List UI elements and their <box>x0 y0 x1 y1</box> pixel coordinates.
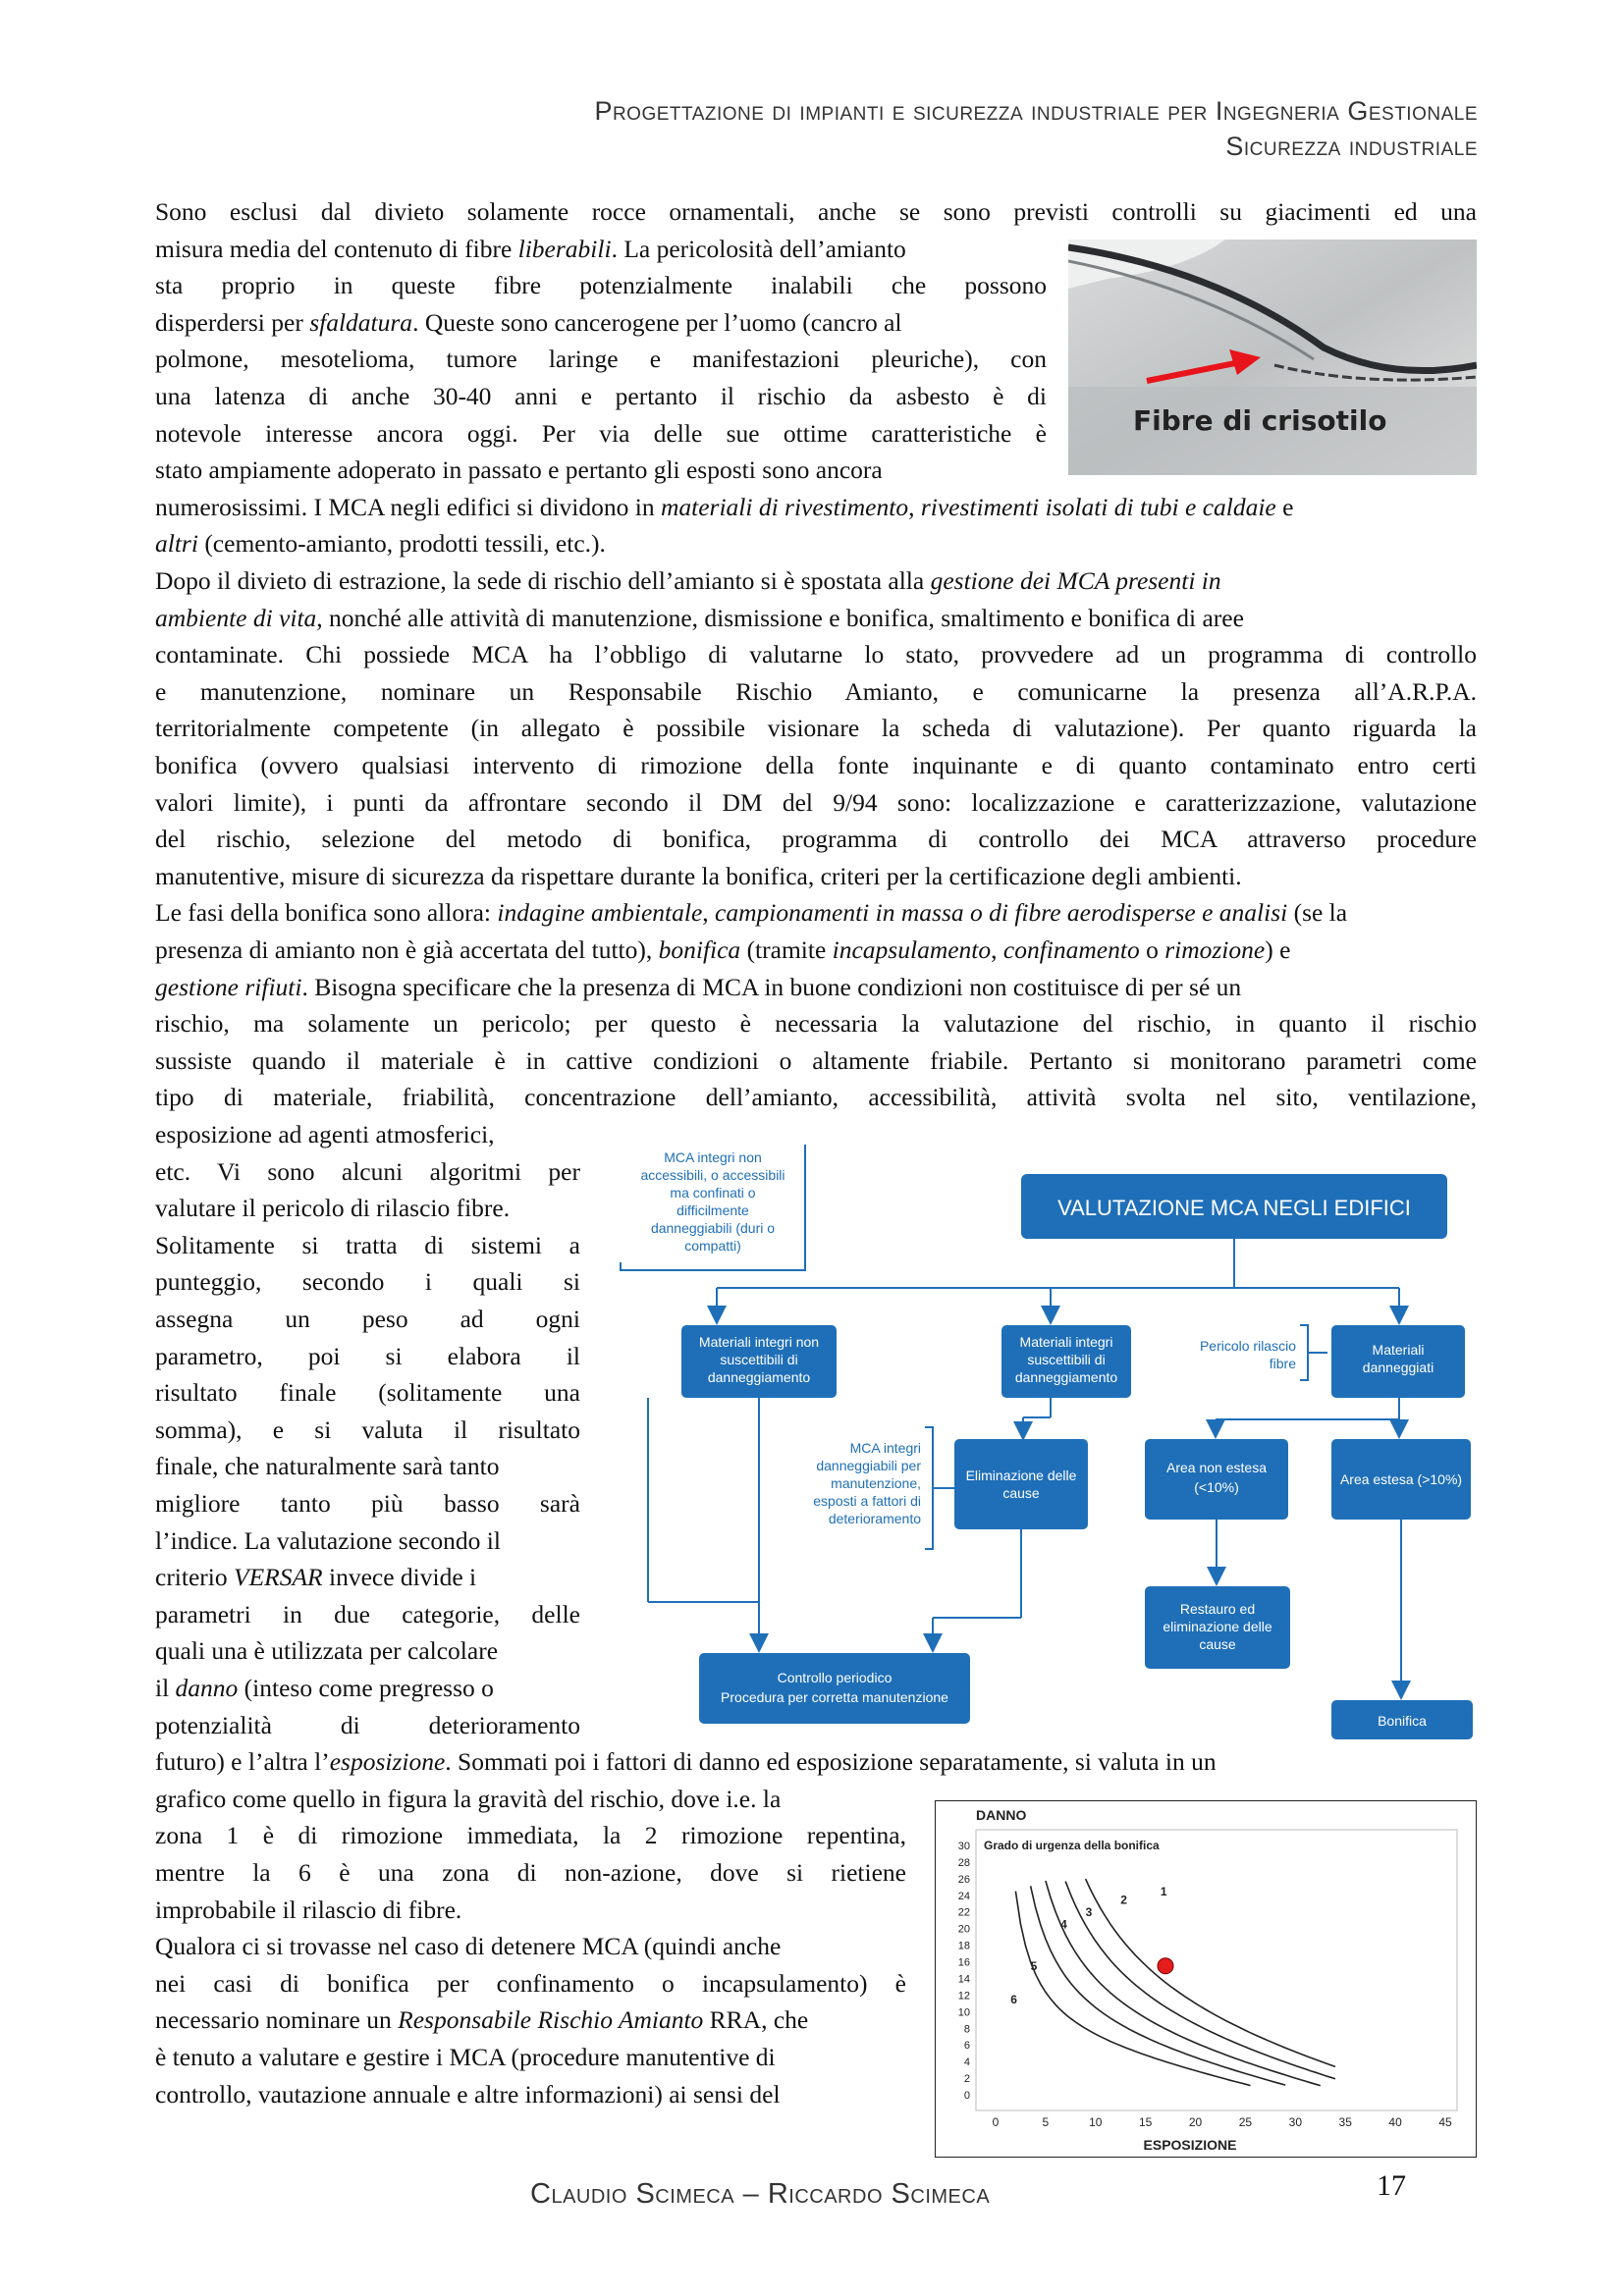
text-line: potenzialità di deterioramento <box>155 1710 580 1739</box>
text-line: ambiente di vita, nonché alle attività di manutenzione, dismissione e bonifica, smaltimento e bonifica di aree <box>155 603 1244 632</box>
text-line: Le fasi della bonifica sono allora: indagine ambientale, campionamenti in massa o di fibre aerodisperse e analisi (se la <box>155 898 1348 928</box>
text-line: controllo, vautazione annuale e altre informazioni) ai sensi del <box>155 2079 781 2109</box>
text-line: l’indice. La valutazione secondo il <box>155 1525 501 1555</box>
svg-text:danneggiamento: danneggiamento <box>1014 1369 1118 1385</box>
text-line: Dopo il divieto di estrazione, la sede di rischio dell’amianto si è spostata alla gestione dei MCA presenti in <box>155 566 1221 595</box>
svg-text:esposti a fattori di: esposti a fattori di <box>813 1493 921 1509</box>
text-line: mentre la 6 è una zona di non-azione, dove si rietiene <box>155 1858 906 1887</box>
text-line: altri (cemento-amianto, prodotti tessili, etc.). <box>155 529 606 559</box>
chart-title: Grado di urgenza della bonifica <box>984 1839 1160 1852</box>
svg-text:danneggiabili per: danneggiabili per <box>816 1458 921 1473</box>
svg-text:Eliminazione delle: Eliminazione delle <box>965 1468 1077 1483</box>
text-line: numerosissimi. I MCA negli edifici si dividono in materiali di rivestimento, rivestimenti isolati di tubi e caldaie e <box>155 492 1294 521</box>
svg-text:Bonifica: Bonifica <box>1378 1713 1427 1729</box>
photo-caption: Fibre di crisotilo <box>1133 404 1387 437</box>
text-line: risultato finale (solitamente una <box>155 1378 580 1408</box>
text-line: Sono esclusi dal divieto solamente rocce ornamentali, anche se sono previsti controlli su giacimenti ed una <box>155 197 1477 226</box>
y-tick-label: 12 <box>957 1990 970 2002</box>
header-title: Progettazione di impianti e sicurezza industriale per Ingegneria Gestionale <box>594 96 1478 126</box>
text-line: gestione rifiuti. Bisogna specificare che la presenza di MCA in buone condizioni non costituisce di per sé un <box>155 972 1242 1001</box>
y-tick-label: 2 <box>963 2073 970 2086</box>
svg-text:Pericolo rilascio: Pericolo rilascio <box>1199 1338 1296 1354</box>
text-line: esposizione ad agenti atmosferici, <box>155 1120 495 1148</box>
header-subtitle: Sicurezza industriale <box>1225 132 1478 161</box>
svg-text:eliminazione delle: eliminazione delle <box>1163 1619 1272 1634</box>
text-line: necessario nominare un Responsabile Rischio Amianto RRA, che <box>155 2005 809 2035</box>
text-line: quali una è utilizzata per calcolare <box>155 1636 499 1666</box>
text-line: rischio, ma solamente un pericolo; per questo è necessaria la valutazione del rischio, in quanto il rischio <box>155 1009 1477 1039</box>
text-line: somma), e si valuta il risultato <box>155 1415 580 1444</box>
svg-text:Materiali integri: Materiali integri <box>1019 1334 1113 1350</box>
svg-text:Materiali: Materiali <box>1372 1342 1425 1358</box>
y-tick-label: 16 <box>957 1956 970 1969</box>
text-line: improbabile il rilascio di fibre. <box>155 1895 462 1924</box>
svg-text:danneggiabili (duri o: danneggiabili (duri o <box>650 1220 776 1236</box>
zone-label: 1 <box>1160 1884 1167 1898</box>
y-tick-label: 14 <box>957 1973 970 1986</box>
svg-text:Area estesa (>10%): Area estesa (>10%) <box>1339 1471 1463 1487</box>
text-line: parametro, poi si elabora il <box>155 1341 580 1370</box>
y-tick-label: 8 <box>963 2023 970 2036</box>
svg-text:cause: cause <box>1199 1636 1236 1652</box>
page-number: 17 <box>1377 2169 1406 2202</box>
y-tick-label: 0 <box>963 2090 970 2102</box>
x-tick-label: 25 <box>1238 2115 1253 2129</box>
y-tick-label: 20 <box>957 1923 970 1936</box>
text-line: misura media del contenuto di fibre liberabili. La pericolosità dell’amianto <box>155 234 906 263</box>
text-line: Solitamente si tratta di sistemi a <box>155 1230 580 1259</box>
text-line: e manutenzione, nominare un Responsabile Rischio Amianto, e comunicarne la presenza all’A.R.P.A. <box>155 676 1477 706</box>
crisotilo-photo <box>1068 240 1477 475</box>
text-line: valori limite), i punti da affrontare secondo il DM del 9/94 sono: localizzazione e caratterizzazione, valutazione <box>155 787 1477 817</box>
text-line: criterio VERSAR invece divide i <box>155 1563 477 1592</box>
text-line: sta proprio in queste fibre potenzialmente inalabili che possono <box>155 271 1047 300</box>
text-line: del rischio, selezione del metodo di bonifica, programma di controllo dei MCA attraverso procedure <box>155 825 1477 854</box>
y-tick-label: 6 <box>963 2040 970 2053</box>
svg-text:difficilmente: difficilmente <box>676 1202 749 1218</box>
svg-text:suscettibili di: suscettibili di <box>720 1352 798 1367</box>
text-line: disperdersi per sfaldatura. Queste sono cancerogene per l’uomo (cancro al <box>155 307 902 337</box>
flowchart-valutazione-mca <box>609 1141 1485 1743</box>
x-tick-label: 5 <box>1042 2115 1050 2129</box>
zone-label: 5 <box>1030 1959 1038 1973</box>
svg-text:fibre: fibre <box>1269 1356 1296 1371</box>
text-line: contaminate. Chi possiede MCA ha l’obbligo di valutarne lo stato, provvedere ad un programma di controllo <box>155 640 1477 669</box>
svg-text:compatti): compatti) <box>684 1238 741 1254</box>
text-line: etc. Vi sono alcuni algoritmi per <box>155 1156 580 1186</box>
svg-text:suscettibili di: suscettibili di <box>1027 1352 1106 1367</box>
grafico-urgenza-bonifica <box>935 1800 1477 2158</box>
text-line: polmone, mesotelioma, tumore laringe e manifestazioni pleuriche), con <box>155 345 1047 374</box>
text-line: è tenuto a valutare e gestire i MCA (procedure manutentive di <box>155 2043 776 2071</box>
text-line: manutentive, misure di sicurezza da rispettare durante la bonifica, criteri per la certificazione degli ambienti. <box>155 861 1242 890</box>
text-line: bonifica (ovvero qualsiasi intervento di rimozione della fonte inquinante e di quanto contaminato entro certi <box>155 751 1477 779</box>
text-line: migliore tanto più basso sarà <box>155 1489 580 1518</box>
footer-authors: Claudio Scimeca – Riccardo Scimeca <box>530 2178 991 2210</box>
y-tick-label: 30 <box>957 1841 970 1852</box>
text-line: finale, che naturalmente sarà tanto <box>155 1452 500 1481</box>
svg-text:(<10%): (<10%) <box>1194 1479 1239 1495</box>
y-tick-label: 28 <box>957 1856 970 1869</box>
svg-text:MCA integri non: MCA integri non <box>664 1149 762 1165</box>
flow-note-pericolo <box>1200 1338 1296 1371</box>
svg-text:manutenzione,: manutenzione, <box>831 1475 921 1491</box>
text-line: una latenza di anche 30-40 anni e pertanto il rischio da asbesto è di <box>155 382 1047 410</box>
svg-text:ma confinati o: ma confinati o <box>670 1185 756 1201</box>
x-tick-label: 15 <box>1138 2115 1153 2129</box>
svg-text:cause: cause <box>1002 1485 1040 1501</box>
risk-point <box>1158 1958 1173 1974</box>
text-line: notevole interesse ancora oggi. Per via delle sue ottime caratteristiche è <box>155 418 1047 448</box>
zone-label: 4 <box>1060 1917 1067 1932</box>
text-line: punteggio, secondo i quali si <box>155 1267 580 1297</box>
text-line: stato ampiamente adoperato in passato e pertanto gli esposti sono ancora <box>155 455 883 485</box>
svg-text:MCA integri: MCA integri <box>849 1440 921 1456</box>
y-tick-label: 24 <box>957 1890 970 1902</box>
x-axis-label: ESPOSIZIONE <box>1143 2137 1237 2153</box>
flow-title: VALUTAZIONE MCA NEGLI EDIFICI <box>1057 1196 1411 1220</box>
flow-note-top <box>640 1149 784 1254</box>
y-tick-label: 10 <box>957 2006 970 2019</box>
x-tick-label: 10 <box>1089 2115 1103 2129</box>
text-line: zona 1 è di rimozione immediata, la 2 rimozione repentina, <box>155 1821 906 1850</box>
svg-text:accessibili, o accessibili: accessibili, o accessibili <box>640 1167 785 1183</box>
flow-box-eliminazione-cause <box>954 1439 1088 1529</box>
text-line: futuro) e l’altra l’esposizione. Sommati poi i fattori di danno ed esposizione separatamente, si valuta in un <box>155 1747 1217 1777</box>
text-line: nei casi di bonifica per confinamento o incapsulamento) è <box>155 1968 906 1998</box>
x-tick-label: 40 <box>1388 2115 1402 2129</box>
text-line: sussiste quando il materiale è in cattive condizioni o altamente friabile. Pertanto si monitorano parametri come <box>155 1045 1477 1075</box>
zone-label: 2 <box>1120 1893 1127 1907</box>
text-line: territorialmente competente (in allegato è possibile visionare la scheda di valutazione). Per quanto riguarda la <box>155 714 1477 743</box>
svg-text:Materiali integri non: Materiali integri non <box>698 1334 820 1350</box>
x-tick-label: 35 <box>1338 2115 1352 2129</box>
svg-text:Procedura per corretta manuten: Procedura per corretta manutenzione <box>721 1689 948 1705</box>
flow-box-controllo-periodico <box>699 1653 970 1724</box>
text-line: parametri in due categorie, delle <box>155 1599 580 1629</box>
text-line: presenza di amianto non è già accertata del tutto), bonifica (tramite incapsulamento, confinamento o rimozione) e <box>155 935 1291 964</box>
svg-text:deterioramento: deterioramento <box>828 1511 921 1526</box>
text-line: Qualora ci si trovasse nel caso di detenere MCA (quindi anche <box>155 1932 782 1961</box>
svg-text:Restauro ed: Restauro ed <box>1179 1601 1256 1617</box>
text-line: tipo di materiale, friabilità, concentrazione dell’amianto, accessibilità, attività svolta nel sito, ventilazione, <box>155 1083 1477 1112</box>
y-tick-label: 26 <box>957 1873 970 1886</box>
svg-text:danneggiati: danneggiati <box>1362 1360 1434 1375</box>
y-tick-label: 18 <box>957 1940 970 1952</box>
x-tick-label: 0 <box>992 2115 1000 2129</box>
y-axis-label: DANNO <box>976 1807 1027 1823</box>
text-line: grafico come quello in figura la gravità del rischio, dove i.e. la <box>155 1784 782 1813</box>
plot-area <box>976 1830 1457 2110</box>
text-line: il danno (inteso come pregresso o <box>155 1674 494 1702</box>
x-tick-label: 45 <box>1438 2115 1452 2129</box>
svg-text:Area non estesa: Area non estesa <box>1166 1460 1267 1475</box>
svg-text:danneggiamento: danneggiamento <box>707 1369 811 1385</box>
x-tick-label: 20 <box>1188 2115 1203 2129</box>
zone-label: 6 <box>1010 1992 1017 2006</box>
flow-note-mid <box>813 1440 921 1526</box>
y-tick-label: 22 <box>957 1906 970 1919</box>
zone-label: 3 <box>1085 1904 1093 1919</box>
text-line: assegna un peso ad ogni <box>155 1305 580 1333</box>
text-line: valutare il pericolo di rilascio fibre. <box>155 1194 511 1223</box>
x-tick-label: 30 <box>1288 2115 1303 2129</box>
svg-text:Controllo periodico: Controllo periodico <box>777 1670 893 1685</box>
y-tick-label: 4 <box>963 2056 970 2069</box>
